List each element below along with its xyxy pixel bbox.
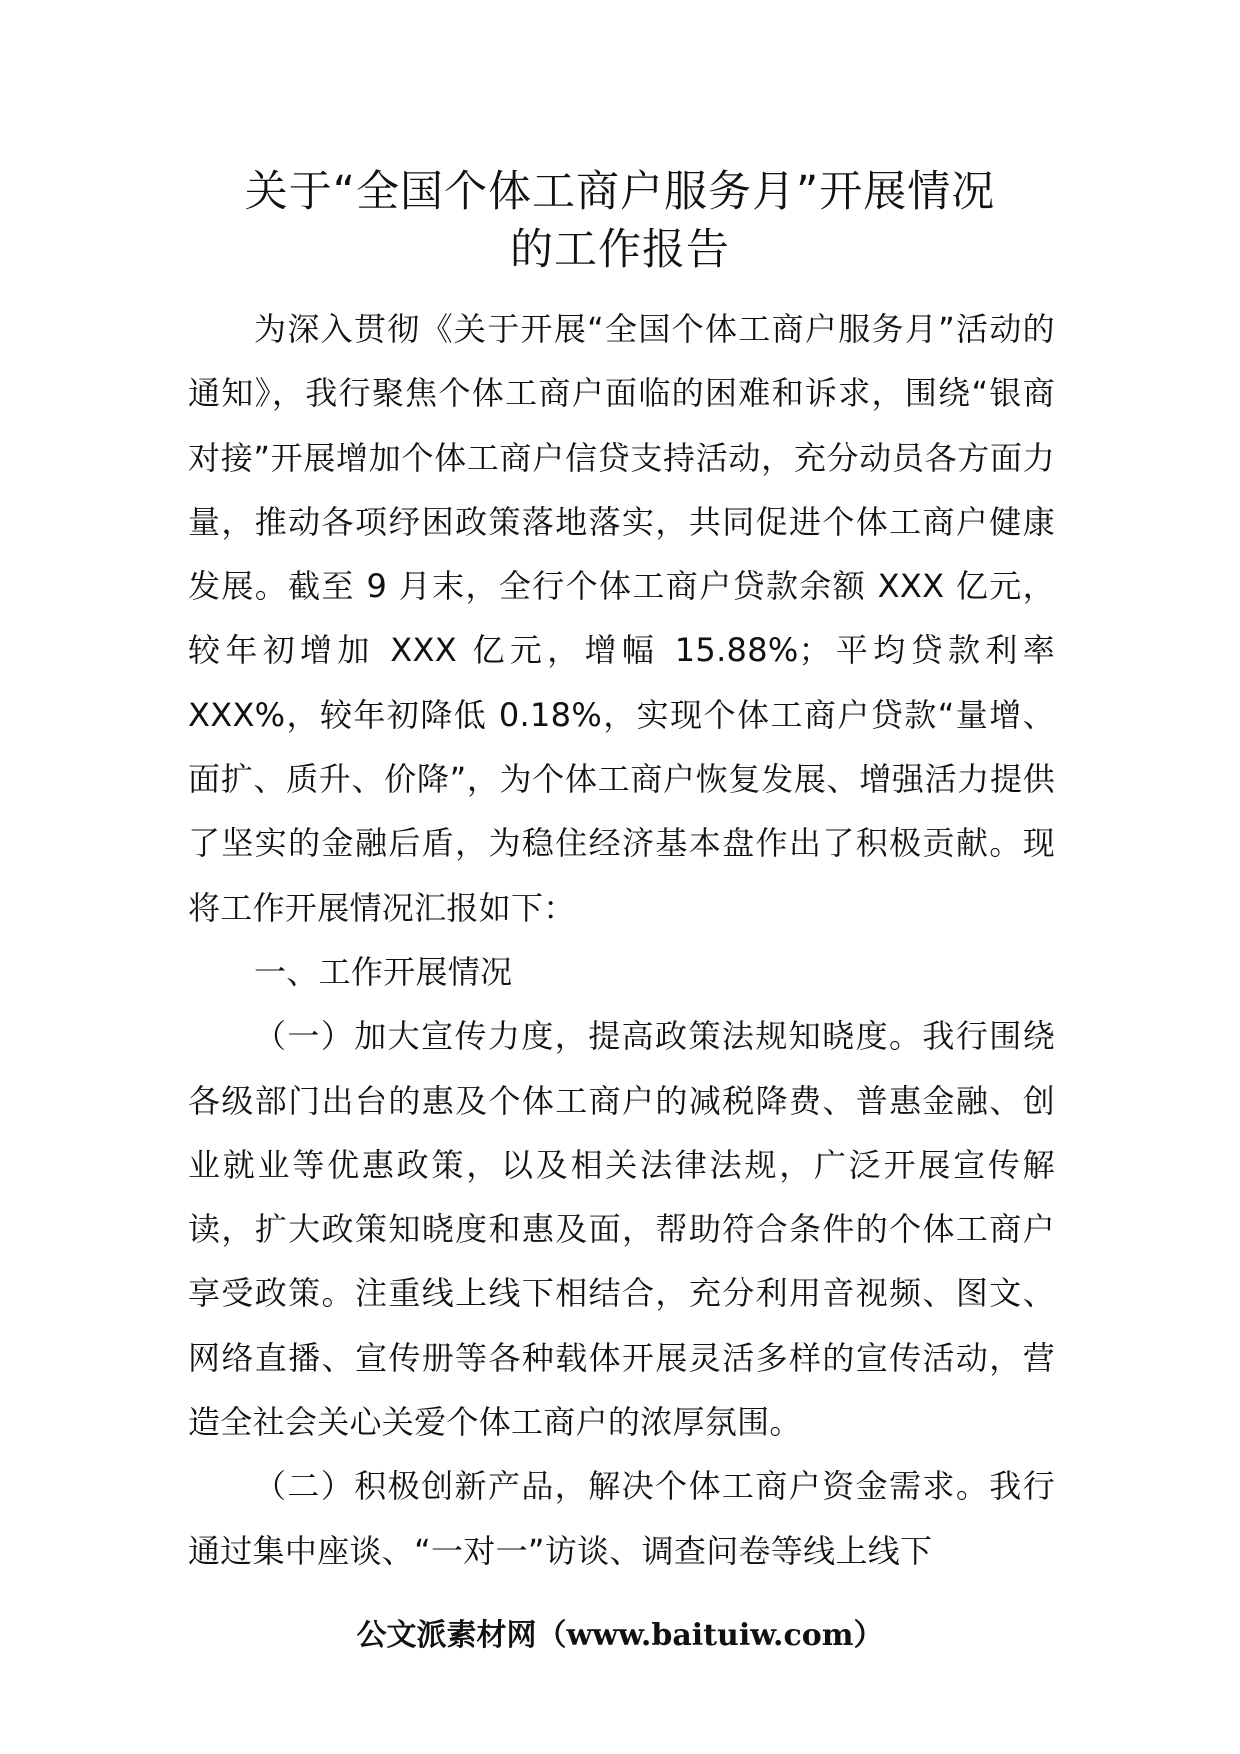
subsection-paragraph-1: （一）加大宣传力度，提高政策法规知晓度。我行围绕各级部门出台的惠及个体工商户的减税降费、普惠金融、创业就业等优惠政策，以及相关法律法规，广泛开展宣传解读，扩大政策知晓度和惠及面，帮助符合条件的个体工商户享受政策。注重线上线下相结合，充分利用音视频、图文、网络直播、宣传册等各种载体开展灵活多样的宣传活动，营造全社会关心关爱个体工商户的浓厚氛围。 bbox=[188, 1017, 1055, 1442]
document-title-line-2: 的工作报告 bbox=[510, 225, 730, 275]
intro-paragraph: 为深入贯彻《关于开展“全国个体工商户服务月”活动的通知》，我行聚焦个体工商户面临的困难和诉求，围绕“银商对接”开展增加个体工商户信贷支持活动，充分动员各方面力量，推动各项纾困政策落地落实，共同促进个体工商户健康发展。截至 9 月末，全行个体工商户贷款余额 XXX 亿元，较年初增加 XXX 亿元，增幅 15.88%；平均贷款利率 XXX%，较年初降低 0.18%，实现个体工商户贷款“量增、面扩、质升、价降”，为个体工商户恢复发展、增强活力提供了坚实的金融后盾，为稳住经济基本盘作出了积极贡献。现将工作开展情况汇报如下： bbox=[188, 310, 1055, 927]
subsection-paragraph-2: （二）积极创新产品，解决个体工商户资金需求。我行通过集中座谈、“一对一”访谈、调查问卷等线上线下 bbox=[188, 1467, 1055, 1570]
document-title-line-1: 关于“全国个体工商户服务月”开展情况 bbox=[244, 167, 996, 217]
footer-watermark: 公文派素材网（www.baituiw.com） bbox=[356, 1618, 884, 1653]
document-title bbox=[150, 163, 1090, 279]
section-heading: 一、工作开展情况 bbox=[254, 952, 513, 991]
document-body bbox=[188, 297, 1055, 1583]
